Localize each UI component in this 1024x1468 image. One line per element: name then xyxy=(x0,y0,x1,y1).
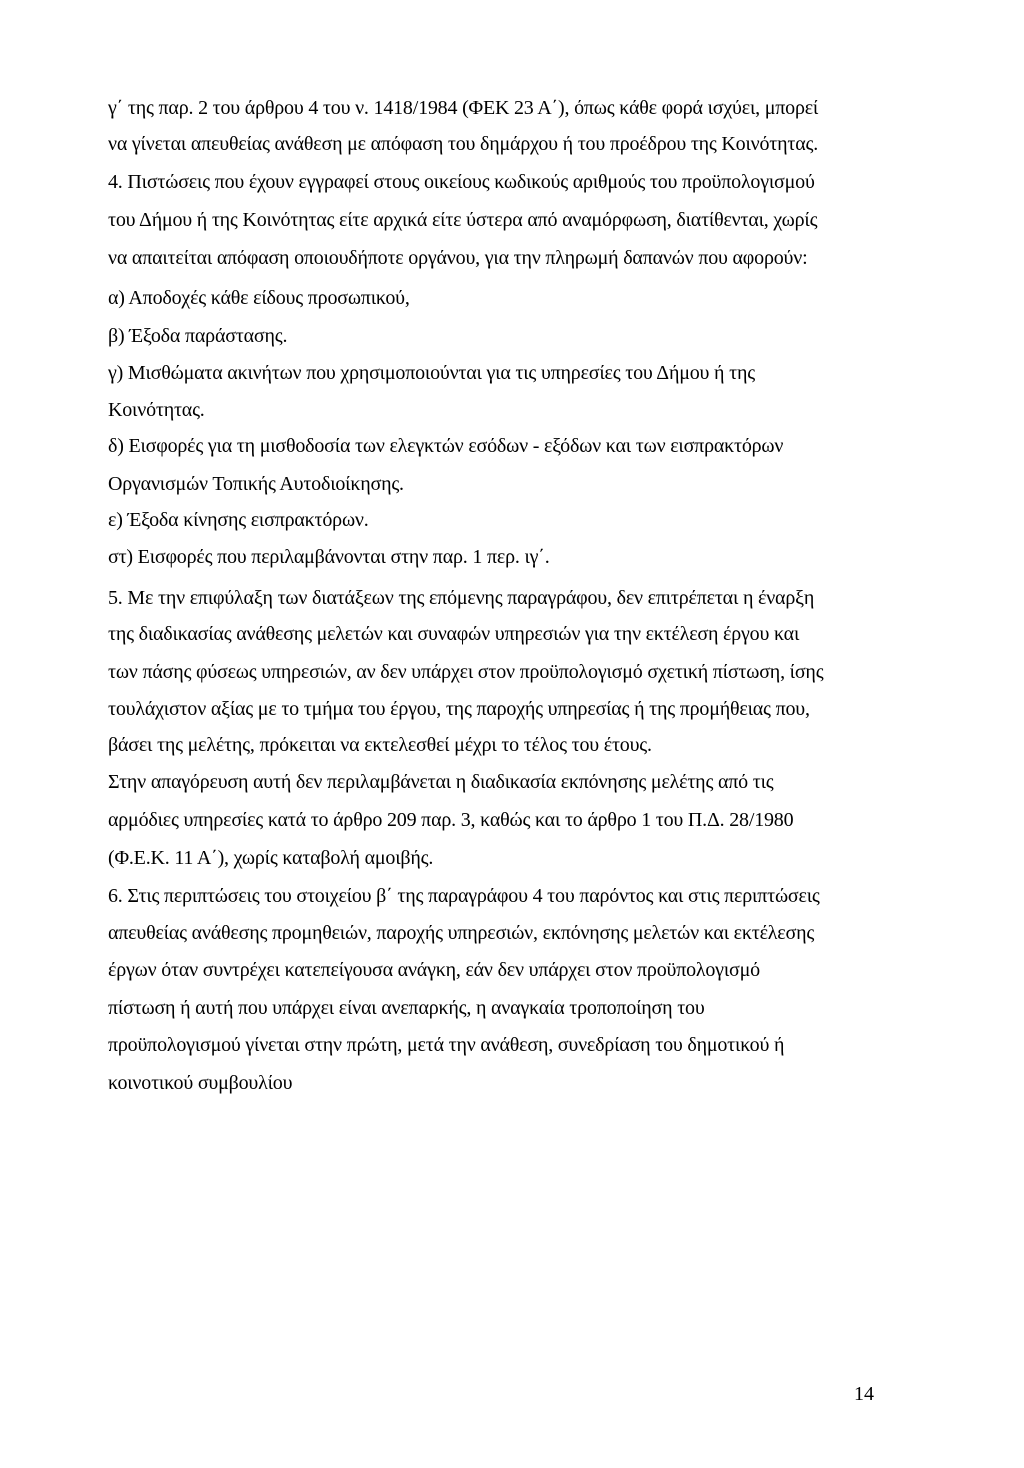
text-line: απευθείας ανάθεσης προμηθειών, παροχής υπηρεσιών, εκπόνησης μελετών και εκτέλεσης xyxy=(108,922,815,944)
text-line: αρμόδιες υπηρεσίες κατά το άρθρο 209 παρ. 3, καθώς και το άρθρο 1 του Π.Δ. 28/1980 xyxy=(108,809,794,831)
text-line: να απαιτείται απόφαση οποιουδήποτε οργάνου, για την πληρωμή δαπανών που αφορούν: xyxy=(108,247,808,269)
text-line: β) Έξοδα παράστασης. xyxy=(108,325,288,347)
text-line: 6. Στις περιπτώσεις του στοιχείου β΄ της παραγράφου 4 του παρόντος και στις περιπτώσεις xyxy=(108,885,820,907)
text-line: 5. Με την επιφύλαξη των διατάξεων της επόμενης παραγράφου, δεν επιτρέπεται η έναρξη xyxy=(108,587,815,609)
text-line: της διαδικασίας ανάθεσης μελετών και συναφών υπηρεσιών για την εκτέλεση έργου και xyxy=(108,623,800,645)
page-number: 14 xyxy=(854,1383,874,1405)
text-line: ε) Έξοδα κίνησης εισπρακτόρων. xyxy=(108,509,369,531)
text-line: Στην απαγόρευση αυτή δεν περιλαμβάνεται η διαδικασία εκπόνησης μελέτης από τις xyxy=(108,771,774,793)
text-line: γ΄ της παρ. 2 του άρθρου 4 του ν. 1418/1984 (ΦΕΚ 23 Α΄), όπως κάθε φορά ισχύει, μπορεί xyxy=(108,97,819,119)
text-line: να γίνεται απευθείας ανάθεση με απόφαση του δημάρχου ή του προέδρου της Κοινότητας. xyxy=(108,133,819,155)
text-line: κοινοτικού συμβουλίου xyxy=(108,1072,293,1094)
text-line: του Δήμου ή της Κοινότητας είτε αρχικά είτε ύστερα από αναμόρφωση, διατίθενται, χωρίς xyxy=(108,209,818,231)
text-line: 4. Πιστώσεις που έχουν εγγραφεί στους οικείους κωδικούς αριθμούς του προϋπολογισμού xyxy=(108,171,815,193)
text-line: Οργανισμών Τοπικής Αυτοδιοίκησης. xyxy=(108,473,404,495)
text-line: στ) Εισφορές που περιλαμβάνονται στην παρ. 1 περ. ιγ΄. xyxy=(108,546,550,568)
text-line: δ) Εισφορές για τη μισθοδοσία των ελεγκτών εσόδων - εξόδων και των εισπρακτόρων xyxy=(108,435,784,457)
text-line: βάσει της μελέτης, πρόκειται να εκτελεσθεί μέχρι το τέλος του έτους. xyxy=(108,734,652,756)
text-line: των πάσης φύσεως υπηρεσιών, αν δεν υπάρχει στον προϋπολογισμό σχετική πίστωση, ίσης xyxy=(108,661,824,683)
text-line: τουλάχιστον αξίας με το τμήμα του έργου, της παροχής υπηρεσίας ή της προμήθειας που, xyxy=(108,698,810,720)
text-line: έργων όταν συντρέχει κατεπείγουσα ανάγκη, εάν δεν υπάρχει στον προϋπολογισμό xyxy=(108,959,760,981)
text-line: πίστωση ή αυτή που υπάρχει είναι ανεπαρκής, η αναγκαία τροποποίηση του xyxy=(108,997,705,1019)
text-line: α) Αποδοχές κάθε είδους προσωπικού, xyxy=(108,287,410,309)
text-line: γ) Μισθώματα ακινήτων που χρησιμοποιούνται για τις υπηρεσίες του Δήμου ή της xyxy=(108,362,755,384)
text-line: Κοινότητας. xyxy=(108,399,205,421)
text-line: προϋπολογισμού γίνεται στην πρώτη, μετά την ανάθεση, συνεδρίαση του δημοτικού ή xyxy=(108,1034,785,1056)
text-line: (Φ.Ε.Κ. 11 Α΄), χωρίς καταβολή αμοιβής. xyxy=(108,847,434,869)
